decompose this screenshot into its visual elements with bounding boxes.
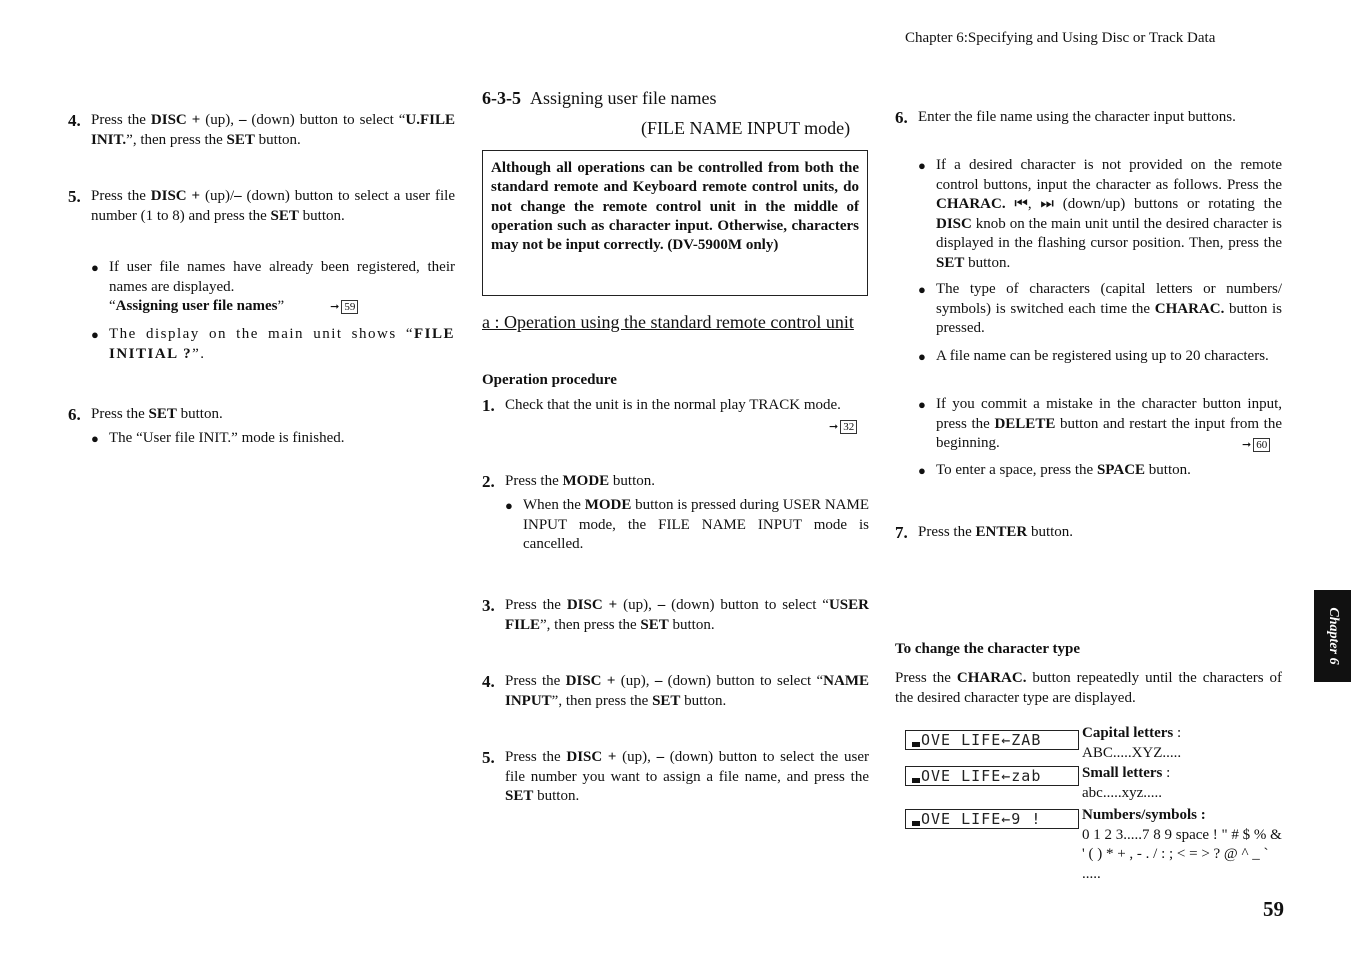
left-step-6: 6. Press the SET button.	[68, 405, 223, 424]
page-ref-arrow-icon: ➞	[330, 301, 340, 313]
lcd-small-desc: Small letters : abc.....xyz.....	[1082, 765, 1171, 801]
warning-box: Although all operations can be controlled from both the standard remote and Keyboard remote control units, do not change the remote control unit in the middle of operation such as character input. Otherwise, characters may not be input correctly. (DV-5900M only)	[482, 150, 868, 296]
lcd-numbers-desc: Numbers/symbols : 0 1 2 3.....7 8 9 space ! " # $ % & ' ( ) * + , - . / : ; < = > ? @ ^ _ ` .....	[1082, 807, 1282, 882]
middle-step-2: 2. Press the MODE button.	[482, 472, 656, 491]
bullet-icon: ●	[505, 498, 513, 513]
left-step-5: 5. Press the DISC + (up)/– (down) button to select a user file number (1 to 8) and press the SET button.	[68, 187, 455, 224]
left-bullet-registered: ● If user file names have already been registered, their names are displayed. “Assigning user file names” ➞ 59	[91, 258, 455, 318]
cursor-icon	[912, 778, 920, 783]
cursor-icon	[912, 742, 920, 747]
middle-step-4: 4. Press the DISC + (up), – (down) button to select “NAME INPUT”, then press the SET button.	[482, 672, 869, 709]
change-type-text: Press the CHARAC. button repeatedly until the characters of the desired character type are displayed.	[895, 670, 1282, 706]
page-number: 59	[1263, 897, 1284, 921]
left-step-4: 4. Press the DISC + (up), – (down) button to select “U.FILE INIT.”, then press the SET button.	[68, 111, 455, 148]
bullet-icon: ●	[918, 158, 926, 173]
lcd-capital-desc: Capital letters : ABC.....XYZ.....	[1082, 725, 1182, 761]
section-heading: 6-3-5 Assigning user file names	[482, 88, 717, 108]
page-ref-arrow-icon: ➞	[829, 421, 839, 433]
page-ref-60[interactable]: ➞ 60	[1242, 435, 1270, 456]
cursor-icon	[912, 821, 920, 826]
right-bullet-delete: ● If you commit a mistake in the character button input, press the DELETE button and restart the input from the beginning.	[918, 396, 1282, 451]
bullet-icon: ●	[91, 327, 99, 342]
page-ref-arrow-icon: ➞	[1242, 439, 1252, 451]
bullet-icon: ●	[91, 431, 99, 446]
right-bullet-charac-input: ● If a desired character is not provided on the remote control buttons, input the character as follows. Press the CHARAC. ⏮, ⏭ (down/up) buttons or rotating the DISC knob on the main unit until the desired character is displayed in the flashing cursor position. Then, press the SET button.	[918, 157, 1282, 271]
right-step-7: 7. Press the ENTER button.	[895, 523, 1074, 542]
lcd-capital: OVE LIFE←ZAB	[905, 730, 1079, 750]
bullet-icon: ●	[918, 349, 926, 364]
right-bullet-type-switch: ● The type of characters (capital letters or numbers/ symbols) is switched each time the CHARAC. button is pressed.	[918, 281, 1282, 336]
middle-bullet-cancel: ● When the MODE button is pressed during USER NAME INPUT mode, the FILE NAME INPUT mode is cancelled.	[505, 497, 869, 552]
chapter-tab[interactable]: Chapter 6	[1314, 590, 1351, 682]
lcd-small: OVE LIFE←zab	[905, 766, 1079, 786]
lcd-numbers: OVE LIFE←9 !	[905, 809, 1079, 829]
right-bullet-space: ● To enter a space, press the SPACE button.	[918, 461, 1282, 481]
bullet-icon: ●	[918, 282, 926, 297]
subsection-heading: a : Operation using the standard remote control unit	[482, 312, 854, 332]
bullet-icon: ●	[91, 260, 99, 275]
bullet-icon: ●	[918, 463, 926, 478]
bullet-icon: ●	[918, 397, 926, 412]
page-ref-59[interactable]: 59	[341, 300, 358, 314]
middle-step-3: 3. Press the DISC + (up), – (down) button to select “USER FILE”, then press the SET button.	[482, 596, 869, 633]
procedure-heading: Operation procedure	[482, 372, 617, 388]
right-bullet-20-chars: ● A file name can be registered using up to 20 characters.	[918, 347, 1282, 367]
middle-step-5: 5. Press the DISC + (up), – (down) button to select the user file number you want to assign a file name, and press the SET button.	[482, 748, 869, 804]
section-subheading: (FILE NAME INPUT mode)	[641, 118, 851, 138]
left-bullet-display: ● The display on the main unit shows “FILE INITIAL ?”.	[91, 326, 455, 362]
page-ref-32[interactable]: ➞ 32	[829, 417, 857, 438]
change-type-heading: To change the character type	[895, 641, 1080, 657]
middle-step-1: 1. Check that the unit is in the normal play TRACK mode.	[482, 396, 841, 415]
right-step-6: 6. Enter the file name using the character input buttons.	[895, 108, 1236, 127]
left-bullet-finished: ● The “User file INIT.” mode is finished.	[91, 429, 455, 449]
running-header: Chapter 6:Specifying and Using Disc or Track Data	[905, 30, 1216, 46]
